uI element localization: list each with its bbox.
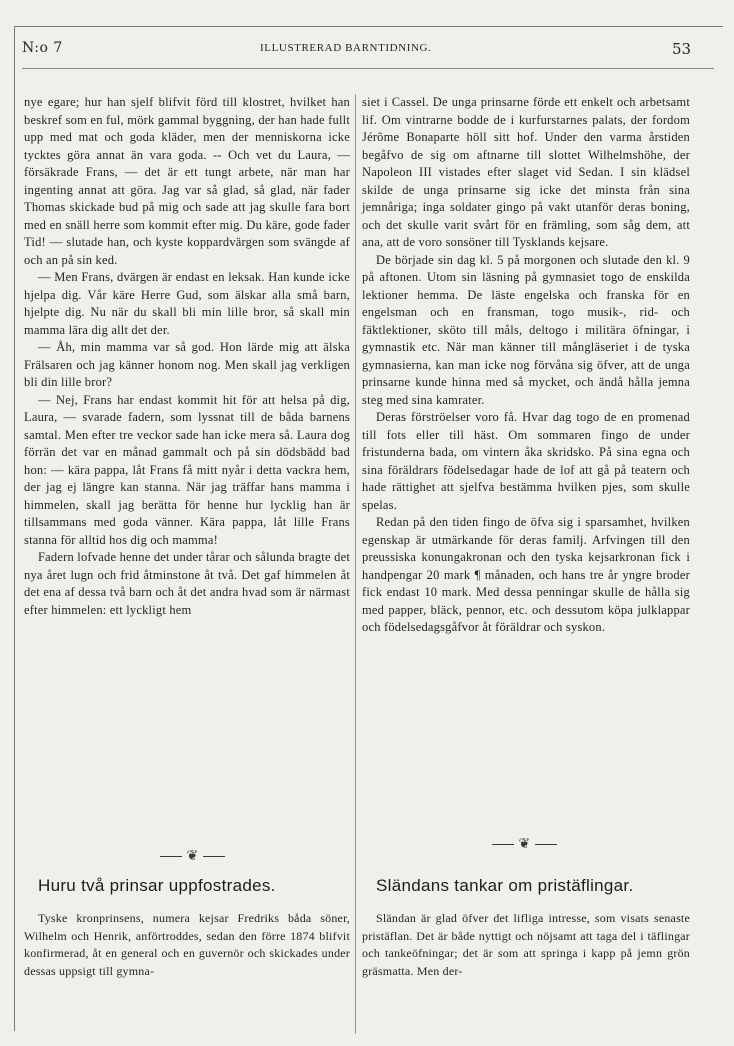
column-divider bbox=[355, 94, 356, 1034]
article-heading-right: Sländans tankar om pristäflingar. bbox=[376, 876, 634, 895]
article-paragraph: Tyske kronprinsens, numera kejsar Fredriks båda söner, Wilhelm och Henrik, anförtroddes, sedan den förre 1874 blifvit konfirmerad, åt en general och en guvernör och skickades under dessas uppsigt till gymna- bbox=[24, 911, 350, 978]
issue-number: N:o 7 bbox=[22, 40, 63, 56]
ornament-divider-right bbox=[492, 836, 572, 852]
right-paragraph: Redan på den tiden fingo de öfva sig i sparsamhet, hvilken egenskap är utmärkande för deras familj. Arfvingen till den preussiska konungakronan och den tyska kejsarkronan fick i handpengar 20 mark ¶ månaden, och hans tre år yngre broder fick endast 10 mark. Med dessa penningar skulle de hålla sig med papper, bläck, pennor, etc. och dessutom köpa julklappar och födelsedagsgåfvor åt föräldrar och syskon. bbox=[362, 515, 690, 634]
article-heading-left: Huru två prinsar uppfostrades. bbox=[38, 876, 276, 895]
article-body-left bbox=[24, 910, 350, 980]
right-paragraph: siet i Cassel. De unga prinsarne förde ett enkelt och arbetsamt lif. Om vintrarne bodde de i kurfurstarnes palats, der fordom Jérôme Bonaparte höll sitt hof. Under den varma årstiden begåfvo de sig om aftnarne till slottet Wilhelmshöhe, der Napoleon III vistades efter slaget vid Sedan. I sin klädsel skilde de unga prinsarne sig icke det minsta från sina jemnåriga; inga soldater gingo på vakt utanför deras boning, och det skulle varit svårt för en främling, som såg dem, att ana, att de voro sonsöner till Tysklands kejsare. bbox=[362, 95, 690, 249]
page-number: 53 bbox=[672, 40, 692, 58]
left-paragraph: nye egare; hur han sjelf blifvit förd till klostret, hvilket han beskref som en ful, mörk gammal byggning, der han hade fullt upp med mat och goda kläder, men der menniskorna icke tycktes göra annat än vara goda. -- Och vet du Laura, — försäkrade Frans, — det är ett tungt arbete, när man har ingenting annat att göra. Jag var så glad, så glad, när fader Thomas skickade bud på mig och sade att jag skulle fara bort med en snäll herre som kommit efter mig. Du käre, gode fader Tid! — slutade han, och kyste koppardvärgen som svängde af och an på sin ked. bbox=[24, 95, 350, 267]
right-paragraph: De började sin dag kl. 5 på morgonen och slutade den kl. 9 på aftonen. Utom sin läsning på gymnasiet togo de enskilda lektioner hemma. De läste engelska och franska för en engelsman och en fransman, togo musik-, rid- och fäktlektioner, sköto till måls, deltogo i militära öfningar, i gymnastik etc. När man känner till mångläseriet i de tyska gymnasierna, kan man icke nog förvåna sig öfver, att de unga prinsarne kunde hinna med så mycket, och ändå hålla jemna steg med sina kamrater. bbox=[362, 252, 690, 407]
right-paragraph: Deras förströelser voro få. Hvar dag togo de en promenad till fots eller till häst. Om sommaren fingo de under fristunderna bada, om vintern åka skridsko. På sina egna och sina föräldrars födelsedagar hade de lof att gå på teatern och hade rättighet att sjelfva bestämma hvilken pjes, som skulle spelas. bbox=[362, 410, 690, 512]
left-paragraph: Fadern lofvade henne det under tårar och sålunda bragte det nya året lugn och frid åtminstone åt två. Det gaf himmelen åt det ena af dessa två barn och åt det andra hvad som är närmast efter himmelen: ett lyckligt hem bbox=[24, 550, 350, 617]
article-paragraph: Sländan är glad öfver det lifliga intresse, som visats senaste pristäflan. Det är både nyttigt och nöjsamt att taga del i täflingar och tankeöfningar; det är som att springa i kapp på jemn grön gräsmatta. Men der- bbox=[362, 911, 690, 978]
left-column bbox=[24, 94, 350, 619]
left-paragraph: — Nej, Frans har endast kommit hit för att helsa på dig, Laura, — svarade fadern, som lyssnat till de båda barnens samtal. Men efter tre veckor sade han icke mera så. Laura dog förrän det var en månad gammalt och på sin dödsbädd bad hon: — kära pappa, låt Frans få mitt nyår i detta vackra hem, der jag ej längre kan stanna. När jag träffar hans mamma i himmelen, skall jag berätta för henne hur lycklig han är tillsammans med goda vänner. Kära pappa, låt lille Frans stanna för alltid hos dig och mamma! bbox=[24, 392, 350, 547]
fleuron-icon: ❦ bbox=[186, 848, 199, 864]
ornament-divider-left bbox=[160, 848, 240, 864]
publication-title: ILLUSTRERAD BARNTIDNING. bbox=[260, 42, 432, 54]
article-body-right bbox=[362, 910, 690, 980]
fleuron-icon: ❦ bbox=[518, 836, 531, 852]
header-rule bbox=[22, 68, 714, 69]
right-column bbox=[362, 94, 690, 637]
left-paragraph: — Åh, min mamma var så god. Hon lärde mig att älska Frälsaren och jag känner honom nog. Men skall jag verkligen bli din lille bror? bbox=[24, 340, 350, 389]
left-paragraph: — Men Frans, dvärgen är endast en leksak. Han kunde icke hjelpa dig. Vår käre Herre Gud, som älskar alla små barn, hjelpte dig. Nu när du skall bli min lille bror, så skall min mamma lära dig allt det der. bbox=[24, 270, 350, 337]
